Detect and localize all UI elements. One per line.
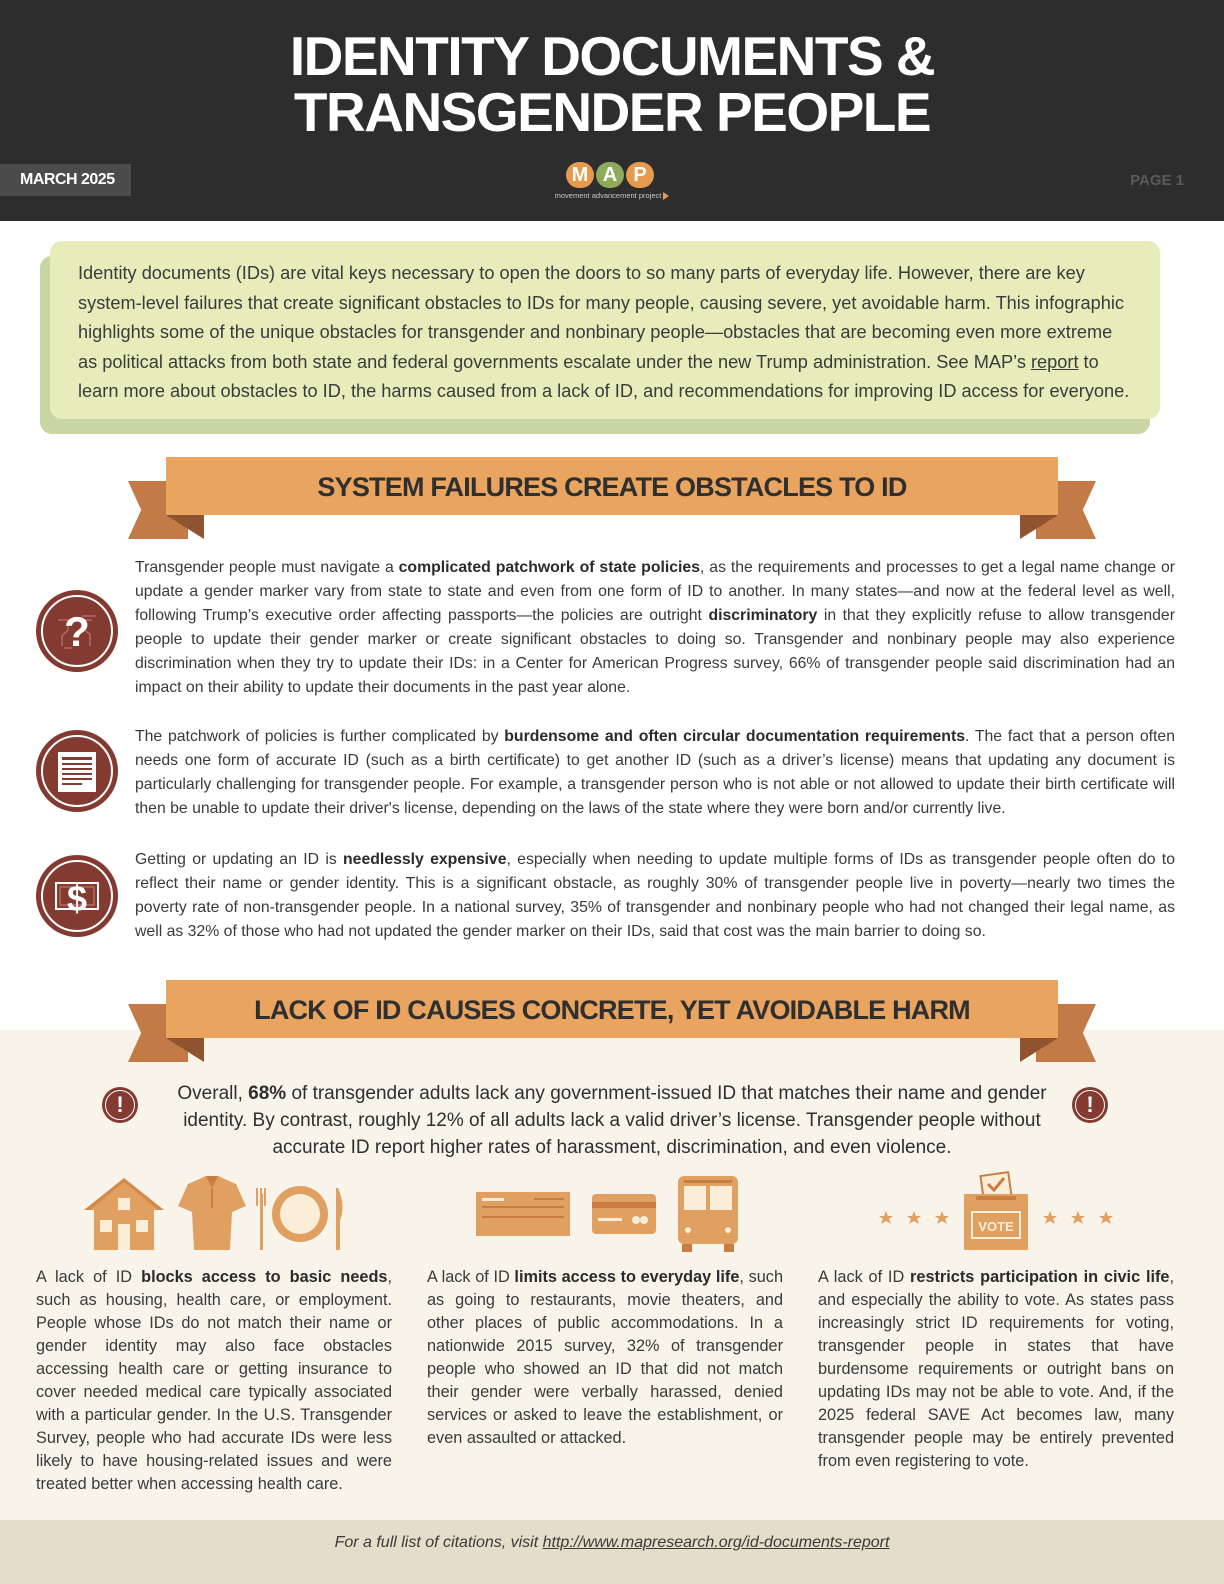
section-heading: LACK OF ID CAUSES CONCRETE, YET AVOIDABLE HARM [166,980,1058,1038]
intro-box [50,241,1160,419]
play-arrow-icon [663,192,669,200]
title-line-2: TRANSGENDER PEOPLE [293,81,931,143]
svg-text:$: $ [66,878,88,919]
question-icon [36,590,118,672]
shirt-icon [178,1176,246,1250]
vote-label: VOTE [978,1219,1014,1234]
everyday-life-illustration [474,1172,742,1254]
page-title [0,25,1224,143]
civic-life-illustration [876,1170,1116,1254]
logo-letter-m: M [566,162,594,188]
house-icon [84,1178,164,1250]
alert-icon-right: ! [1072,1087,1108,1123]
logo-letter-a: A [596,162,624,188]
citations-footer [0,1520,1224,1584]
harm-everyday-life-text: A lack of ID limits access to everyday life, such as going to restaurants, movie theaters, and other places of public accommodations. In a nationwide 2015 survey, 32% of transgender people who showed an ID that did not match their gender were verbally harassed, denied services or asked to leave the establishment, or even assaulted or attacked. [427,1268,783,1447]
footer-text: For a full list of citations, visit [334,1534,543,1551]
svg-text:?: ? [64,608,90,655]
title-line-1: IDENTITY DOCUMENTS & [289,25,935,87]
harm-civic-life-text: A lack of ID restricts participation in civic life, and especially the ability to vote. As states pass increasingly strict ID requirements for voting, transgender people in states that have burdensome requirements or outright bans on updating IDs may not be able to vote. And, if the 2025 federal SAVE Act becomes law, many transgender people may be entirely prevented from even registering to vote. [818,1268,1174,1470]
question-glyph [36,590,118,672]
harm-basic-needs-text: A lack of ID blocks access to basic needs, such as housing, health care, or employment. People whose IDs do not match their name or gender identity may also face obstacles accessing health care or getting insurance to cover needed medical care typically associated with a particular gender. In the U.S. Transgender Survey, people who had accurate IDs were less likely to have housing-related issues and were treated better when accessing health care. [36,1268,392,1493]
obstacle-cost-text: Getting or updating an ID is needlessly expensive, especially when needing to update multiple forms of IDs as transgender people often do to reflect their name or gender identity. This is a significant obstacle, as roughly 30% of transgender people live in poverty—nearly two times the poverty rate of non-transgender people. In a national survey, 35% of transgender and nonbinary people who had not changed their legal name, as well as 32% of those who had not updated the gender marker on their IDs, said that cost was the main barrier to doing so. [135,851,1175,940]
page-header [0,0,1224,221]
logo-tagline [542,191,682,200]
plate-icon [256,1186,343,1250]
intro-text: Identity documents (IDs) are vital keys necessary to open the doors to so many parts of everyday life. However, there are key system-level failures that create significant obstacles to IDs for many people, causing severe, yet avoidable harm. This infographic highlights some of the unique obstacles for transgender and nonbinary people—obstacles that are becoming even more extreme as political attacks from both state and federal governments escalate under the new Trump administration. See MAP’s [78,263,1124,372]
section-banner-system-failures [128,457,1096,539]
section-heading: SYSTEM FAILURES CREATE OBSTACLES TO ID [166,457,1058,515]
citations-link[interactable]: http://www.mapresearch.org/id-documents-report [542,1534,890,1551]
obstacle-patchwork-text: Transgender people must navigate a complicated patchwork of state policies, as the requirements and processes to get a legal name change or update a gender marker vary from state to state and even from one form of ID to another. In many states—and now at the federal level as well, following Trump’s executive order affecting passports—the policies are outright discriminatory in that they explicitly refuse to allow transgender people to update their gender marker or create significant obstacles to doing so. Transgender and nonbinary people may also experience discrimination when they try to update their IDs: in a Center for American Progress survey, 66% of transgender people said discrimination had an impact on their ability to update their documents in the past year alone. [135,559,1176,696]
map-logo [542,162,682,202]
key-statistic: Overall, 68% of transgender adults lack any government-issued ID that matches their name and gender identity. By contrast, roughly 12% of all adults lack a valid driver’s license. Transgender people without accurate ID report higher rates of harassment, discrimination, and even violence. [177,1083,1047,1158]
alert-icon-left: ! [102,1087,138,1123]
document-glyph [36,730,118,812]
logo-letter-p: P [626,162,654,188]
star-icon-group-right [1043,1211,1113,1224]
section-banner-harm [128,980,1096,1062]
document-icon [36,730,118,812]
logo-tagline-text: movement advancement project [554,191,662,200]
ballot-box-icon [964,1172,1028,1250]
date-badge: MARCH 2025 [0,164,131,196]
dollar-glyph [36,855,118,937]
dollar-icon [36,855,118,937]
bus-icon [678,1176,738,1252]
star-icon-group-left [879,1211,949,1224]
report-link[interactable]: report [1030,351,1079,372]
page-number: PAGE 1 [1130,172,1184,189]
basic-needs-illustration [80,1172,350,1254]
credit-card-icon [592,1194,656,1234]
intro-text-end: to learn more about obstacles to ID, the harms caused from a lack of ID, and recommendations for improving ID access for everyone. [78,351,1130,401]
obstacle-documentation-text: The patchwork of policies is further complicated by burdensome and often circular documentation requirements. The fact that a person often needs one form of accurate ID (such as a birth certificate) to get another ID (such as a driver’s license) means that updating any document is particularly challenging for transgender people. For example, a transgender person who is not able or not allowed to update their birth certificate will then be unable to update their driver's license, depending on the laws of the state where they were born and/or currently live. [135,728,1175,817]
check-icon [476,1192,570,1236]
